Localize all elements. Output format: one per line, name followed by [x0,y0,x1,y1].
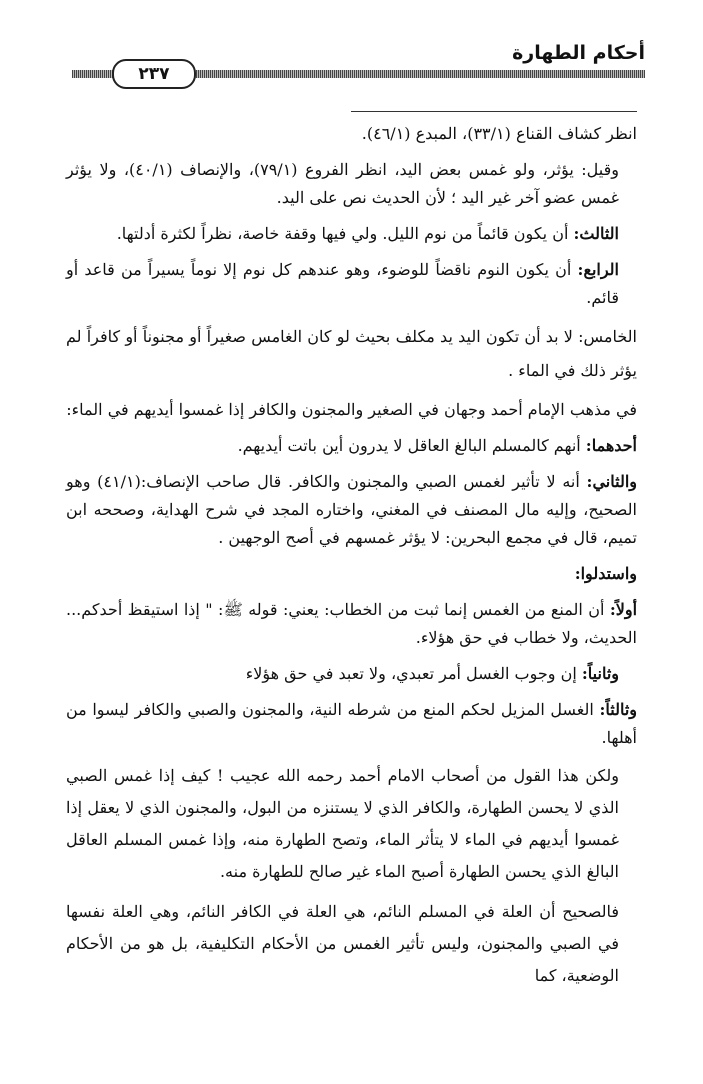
label-fourth: الرابع: [577,260,619,279]
footnote-rule [351,111,637,112]
paragraph [66,256,637,312]
paragraph: ولكن هذا القول من أصحاب الامام أحمد رحمه الله عجيب ! كيف إذا غمس الصبي الذي لا يحسن الطهارة، والكافر الذي لا يستنزه من البول، والمجنون الذي لا يعقل إذا غمسوا أيديهم في الماء لا يتأثر الماء، وتصح الطهارة منه، وإذا غمس المسلم العاقل البالغ الذي يحسن الطهارة أصبح الماء غير صالح للطهارة منه. [66,766,619,881]
paragraph-text: أن يكون النوم ناقضاً للوضوء، وهو عندهم كل نوم إلا نوماً يسيراً من قاعد أو قائم. [66,260,619,307]
paragraph: في مذهب الإمام أحمد وجهان في الصغير والمجنون والكافر إذا غمسوا أيديهم في الماء: [66,400,637,419]
paragraph [66,696,637,752]
paragraph-heading: واستدلوا: [574,564,637,583]
label-firstly: أولاً: [609,600,638,619]
paragraph-text: الغسل المزيل لحكم المنع من شرطه النية، والمجنون والصبي والكافر ليسوا من أهلها. [66,700,637,747]
paragraph [66,660,637,688]
paragraph [66,432,637,460]
paragraph [66,220,637,248]
page-body [66,120,637,992]
paragraph-text: إن وجوب الغسل أمر تعبدي، ولا تعبد في حق هؤلاء [245,664,582,683]
paragraph-text: أن المنع من الغمس إنما ثبت من الخطاب: يعني: قوله ﷺ: " إذا استيقظ أحدكم... الحديث، ولا خطاب في حق هؤلاء. [66,600,637,647]
paragraph: الخامس: لا بد أن تكون اليد يد مكلف بحيث لو كان الغامس صغيراً أو مجنوناً أو كافراً لم يؤثر ذلك في الماء . [66,327,637,380]
paragraph-text: أنه لا تأثير لغمس الصبي والمجنون والكافر. قال صاحب الإنصاف:(٤١/١) وهو الصحيح، وإليه مال المصنف في المغني، واختاره المجد في شرح الهداية، وصححه ابن تميم، قال في مجمع البحرين: لا يؤثر غمسهم في أصح الوجهين . [66,472,637,547]
paragraph [66,596,637,652]
paragraph-text: أن يكون قائماً من نوم الليل. ولي فيها وقفة خاصة، نظراً لكثرة أدلتها. [116,224,574,243]
page-number-badge: ٢٣٧ [112,59,196,89]
label-secondly: وثانياً: [581,664,619,683]
label-first: أحدهما: [585,436,637,455]
label-second: والثاني: [586,472,637,491]
paragraph-text: أنهم كالمسلم البالغ العاقل لا يدرون أين باتت أيديهم. [237,436,586,455]
paragraph-footnote: انظر كشاف القناع (٣٣/١)، المبدع (٤٦/١). [361,124,637,143]
label-third: الثالث: [573,224,619,243]
running-header-title: أحكام الطهارة [512,42,645,64]
paragraph [66,468,637,552]
label-thirdly: وثالثاً: [599,700,637,719]
paragraph: فالصحيح أن العلة في المسلم النائم، هي العلة في الكافر النائم، وهي العلة نفسها في الصبي والمجنون، وليس تأثير الغمس من الأحكام التكليفية، بل هو من الأحكام الوضعية، كما [66,902,620,985]
paragraph: وقيل: يؤثر، ولو غمس بعض اليد، انظر الفروع (٧٩/١)، والإنصاف (٤٠/١)، ولا يؤثر غمس عضو آخر غير اليد ؛ لأن الحديث نص على اليد. [66,160,619,207]
